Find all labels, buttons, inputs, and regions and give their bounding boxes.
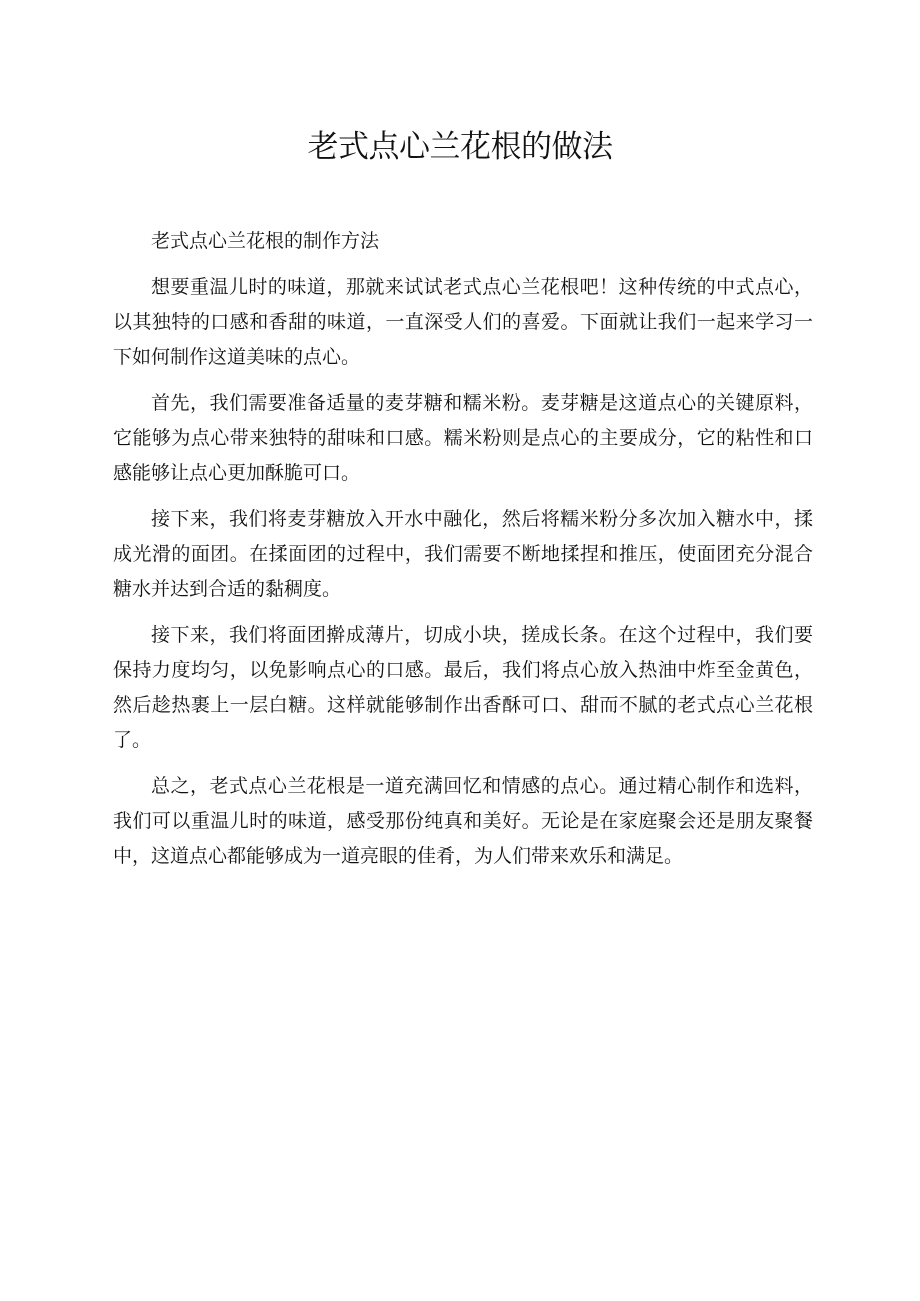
document-title: 老式点心兰花根的做法 — [307, 129, 613, 165]
paragraph-intro: 想要重温儿时的味道，那就来试试老式点心兰花根吧！这种传统的中式点心，以其独特的口感和香甜的味道，一直深受人们的喜爱。下面就让我们一起来学习一下如何制作这道美味的点心。 — [113, 276, 813, 368]
paragraph-dough: 接下来，我们将麦芽糖放入开水中融化，然后将糯米粉分多次加入糖水中，揉成光滑的面团。在揉面团的过程中，我们需要不断地揉捏和推压，使面团充分混合糖水并达到合适的黏稠度。 — [113, 508, 813, 600]
document-subtitle: 老式点心兰花根的制作方法 — [151, 230, 380, 252]
document-body — [113, 224, 813, 885]
paragraph-ingredients: 首先，我们需要准备适量的麦芽糖和糯米粉。麦芽糖是这道点心的关键原料，它能够为点心带来独特的甜味和口感。糯米粉则是点心的主要成分，它的粘性和口感能够让点心更加酥脆可口。 — [113, 392, 813, 484]
paragraph-frying: 接下来，我们将面团擀成薄片，切成小块，搓成长条。在这个过程中，我们要保持力度均匀，以免影响点心的口感。最后，我们将点心放入热油中炸至金黄色，然后趁热裹上一层白糖。这样就能够制作出香酥可口、甜而不腻的老式点心兰花根了。 — [113, 624, 813, 751]
paragraph-conclusion: 总之，老式点心兰花根是一道充满回忆和情感的点心。通过精心制作和选料，我们可以重温儿时的味道，感受那份纯真和美好。无论是在家庭聚会还是朋友聚餐中，这道点心都能够成为一道亮眼的佳肴，为人们带来欢乐和满足。 — [113, 775, 813, 867]
